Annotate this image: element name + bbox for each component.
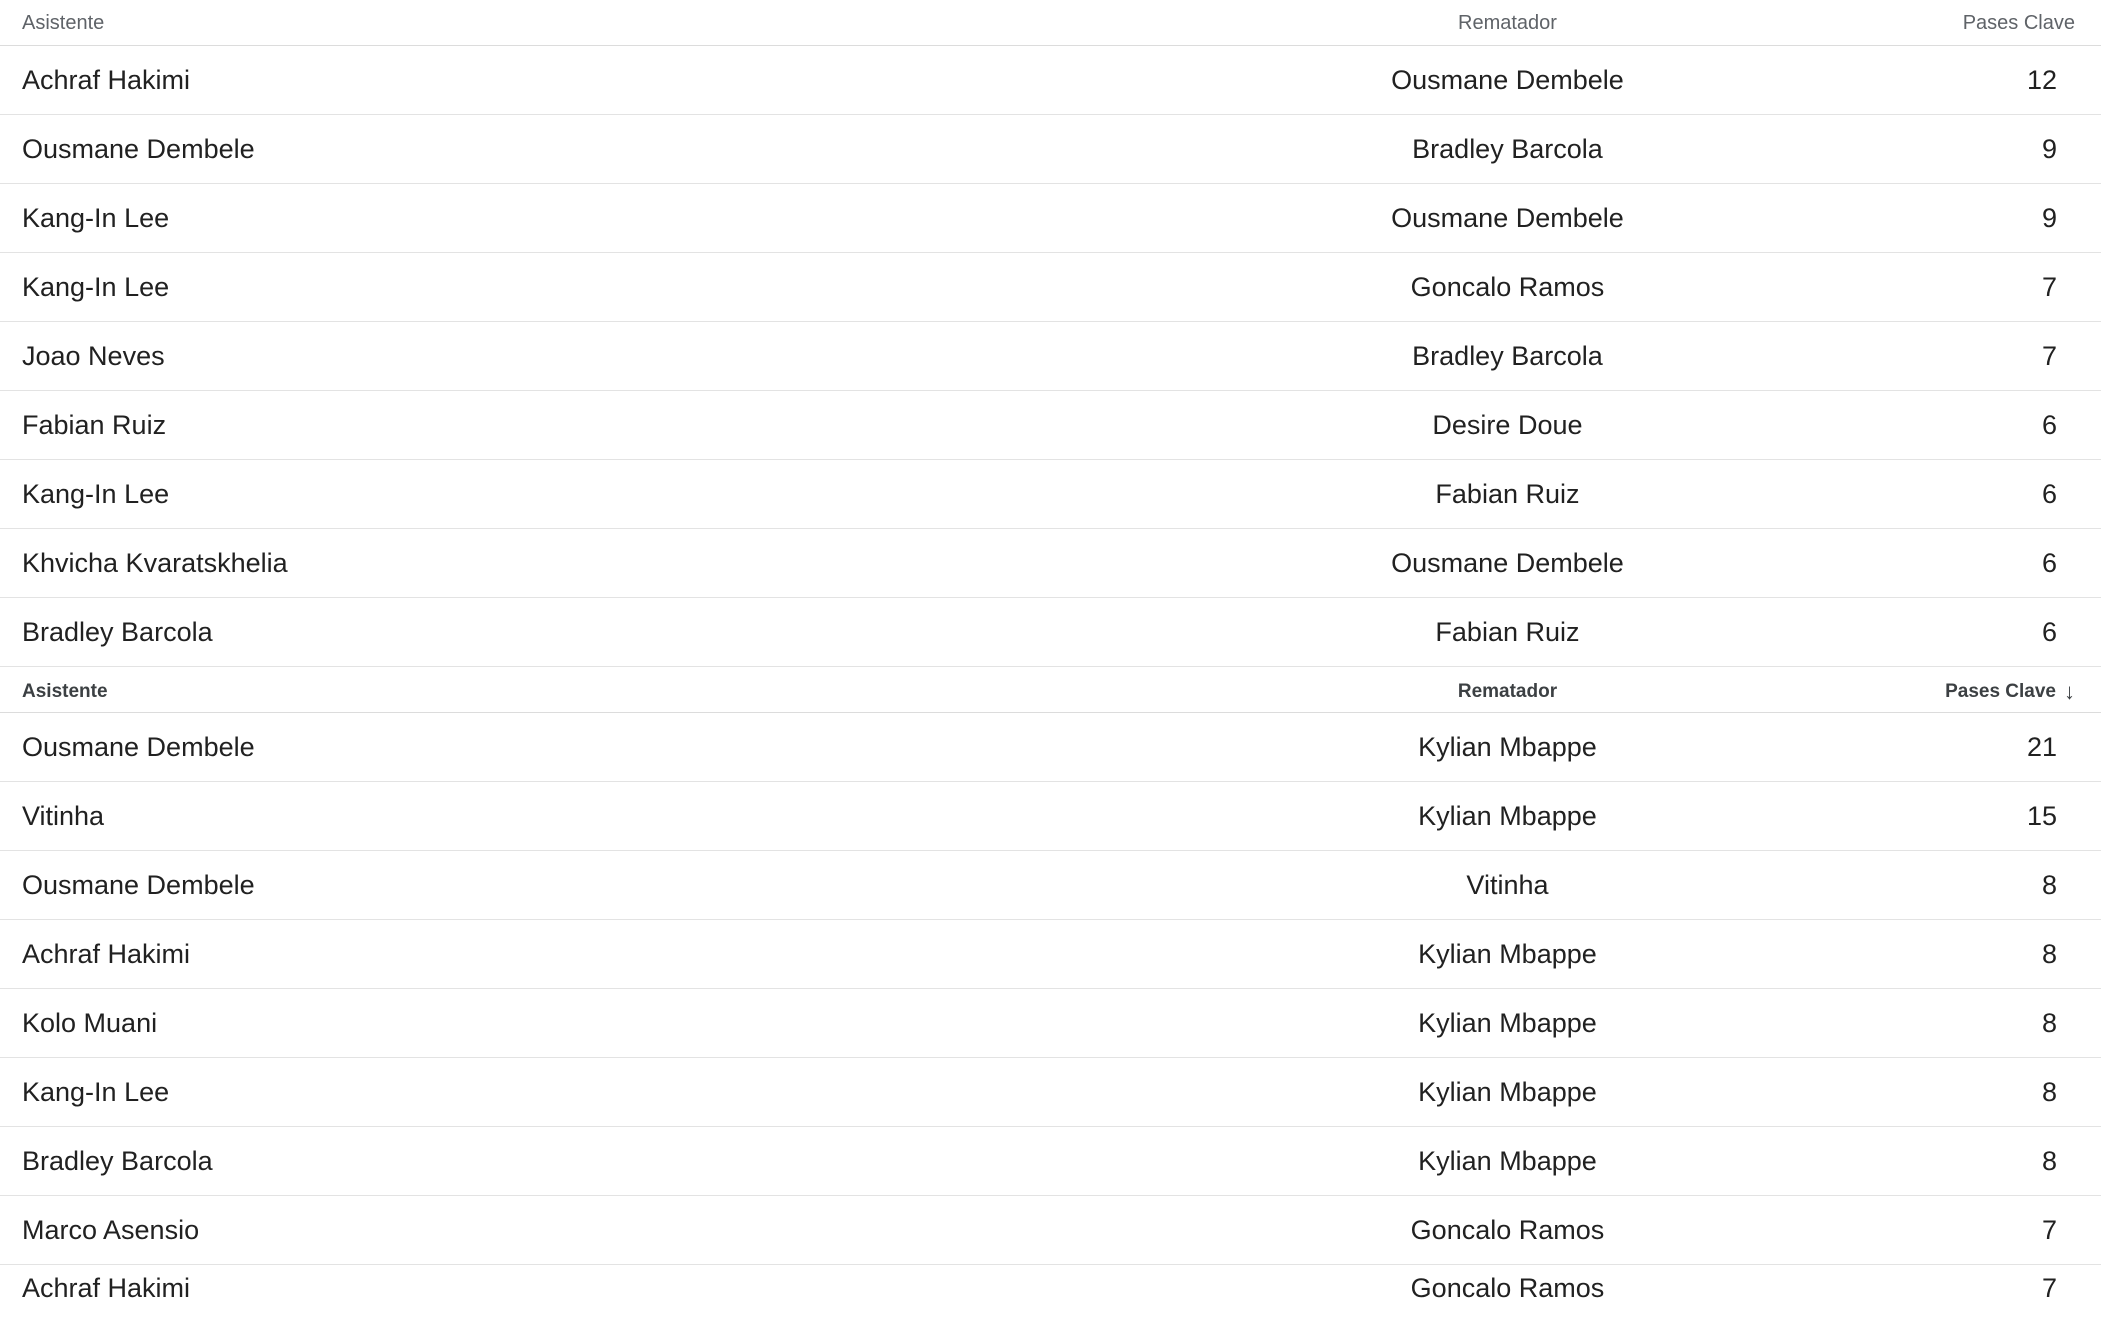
table-row: [0, 184, 2101, 253]
cell-pases-clave: 7: [1786, 322, 2101, 391]
column-header-rematador[interactable]: Rematador: [1229, 667, 1786, 713]
cell-asistente: Kang-In Lee: [0, 184, 1229, 253]
cell-asistente: Achraf Hakimi: [22, 1273, 191, 1303]
cell-rematador: Goncalo Ramos: [1410, 1273, 1605, 1303]
cell-asistente: Ousmane Dembele: [0, 115, 1229, 184]
table-row: [0, 713, 2101, 782]
cell-rematador: Bradley Barcola: [1229, 322, 1786, 391]
cell-asistente: Kang-In Lee: [0, 460, 1229, 529]
cell-pases-clave: 9: [1786, 184, 2101, 253]
cell-rematador: Fabian Ruiz: [1229, 460, 1786, 529]
cell-pases-clave: 8: [1786, 989, 2101, 1058]
cell-asistente: Achraf Hakimi: [0, 920, 1229, 989]
table-row: [0, 851, 2101, 920]
table-row: [0, 598, 2101, 667]
cell-asistente: Bradley Barcola: [0, 1127, 1229, 1196]
column-header-asistente[interactable]: Asistente: [0, 667, 1229, 713]
cell-asistente: Ousmane Dembele: [0, 851, 1229, 920]
table-row: [0, 460, 2101, 529]
column-header-asistente[interactable]: Asistente: [0, 0, 1229, 46]
table-row: [0, 1265, 2101, 1326]
column-header-pases-clave-sorted[interactable]: [1786, 667, 2101, 713]
cell-rematador: Bradley Barcola: [1229, 115, 1786, 184]
cell-rematador: Goncalo Ramos: [1229, 253, 1786, 322]
cell-asistente: Kolo Muani: [0, 989, 1229, 1058]
cell-rematador: Kylian Mbappe: [1229, 713, 1786, 782]
table-row: [0, 920, 2101, 989]
cell-pases-clave: 7: [1786, 253, 2101, 322]
column-header-label: Pases Clave: [1945, 681, 2056, 702]
cell-asistente: Khvicha Kvaratskhelia: [0, 529, 1229, 598]
cell-asistente: Marco Asensio: [0, 1196, 1229, 1265]
table-header-bottom: [0, 667, 2101, 713]
cell-pases-clave: 12: [1786, 46, 2101, 115]
table-row: [0, 1196, 2101, 1265]
cell-rematador: Kylian Mbappe: [1229, 920, 1786, 989]
cell-pases-clave: 7: [1786, 1196, 2101, 1265]
header-row: [0, 667, 2101, 713]
cell-pases-clave: 7: [2041, 1273, 2057, 1303]
table-body-bottom: [0, 713, 2101, 1326]
table-row: [0, 391, 2101, 460]
cell-pases-clave: 6: [1786, 460, 2101, 529]
cell-rematador: Ousmane Dembele: [1229, 184, 1786, 253]
cell-pases-clave: 15: [1786, 782, 2101, 851]
cell-pases-clave: 8: [1786, 851, 2101, 920]
cell-asistente: Achraf Hakimi: [0, 46, 1229, 115]
cell-pases-clave: 6: [1786, 598, 2101, 667]
cell-rematador: Kylian Mbappe: [1229, 1127, 1786, 1196]
table-row: [0, 529, 2101, 598]
table-row: [0, 46, 2101, 115]
table-body-top: [0, 46, 2101, 667]
cell-rematador: Ousmane Dembele: [1229, 46, 1786, 115]
header-row: [0, 0, 2101, 46]
cell-asistente: Vitinha: [0, 782, 1229, 851]
cell-pases-clave: 9: [1786, 115, 2101, 184]
cell-rematador: Kylian Mbappe: [1229, 1058, 1786, 1127]
cell-asistente: Fabian Ruiz: [0, 391, 1229, 460]
table-row: [0, 253, 2101, 322]
cell-rematador: Kylian Mbappe: [1229, 782, 1786, 851]
cell-pases-clave: 6: [1786, 529, 2101, 598]
sort-descending-icon: ↓: [2064, 679, 2075, 704]
table-row: [0, 989, 2101, 1058]
cell-rematador: Goncalo Ramos: [1229, 1196, 1786, 1265]
table-header-top: [0, 0, 2101, 46]
cell-asistente: Kang-In Lee: [0, 1058, 1229, 1127]
cell-pases-clave: 8: [1786, 1058, 2101, 1127]
cell-asistente: Kang-In Lee: [0, 253, 1229, 322]
table-row: [0, 115, 2101, 184]
cell-pases-clave: 6: [1786, 391, 2101, 460]
column-header-rematador[interactable]: Rematador: [1229, 0, 1786, 46]
cell-pases-clave: 21: [1786, 713, 2101, 782]
table-row: [0, 322, 2101, 391]
cell-rematador: Vitinha: [1229, 851, 1786, 920]
cell-asistente: Ousmane Dembele: [0, 713, 1229, 782]
column-header-pases-clave[interactable]: Pases Clave: [1786, 0, 2101, 46]
table-row: [0, 1127, 2101, 1196]
cell-pases-clave: 8: [1786, 1127, 2101, 1196]
table-row: [0, 1058, 2101, 1127]
cell-rematador: Desire Doue: [1229, 391, 1786, 460]
cell-asistente: Joao Neves: [0, 322, 1229, 391]
table-row: [0, 782, 2101, 851]
cell-asistente: Bradley Barcola: [0, 598, 1229, 667]
cell-pases-clave: 8: [1786, 920, 2101, 989]
key-passes-table-bottom: [0, 667, 2101, 1325]
cell-rematador: Ousmane Dembele: [1229, 529, 1786, 598]
cell-rematador: Kylian Mbappe: [1229, 989, 1786, 1058]
cell-rematador: Fabian Ruiz: [1229, 598, 1786, 667]
